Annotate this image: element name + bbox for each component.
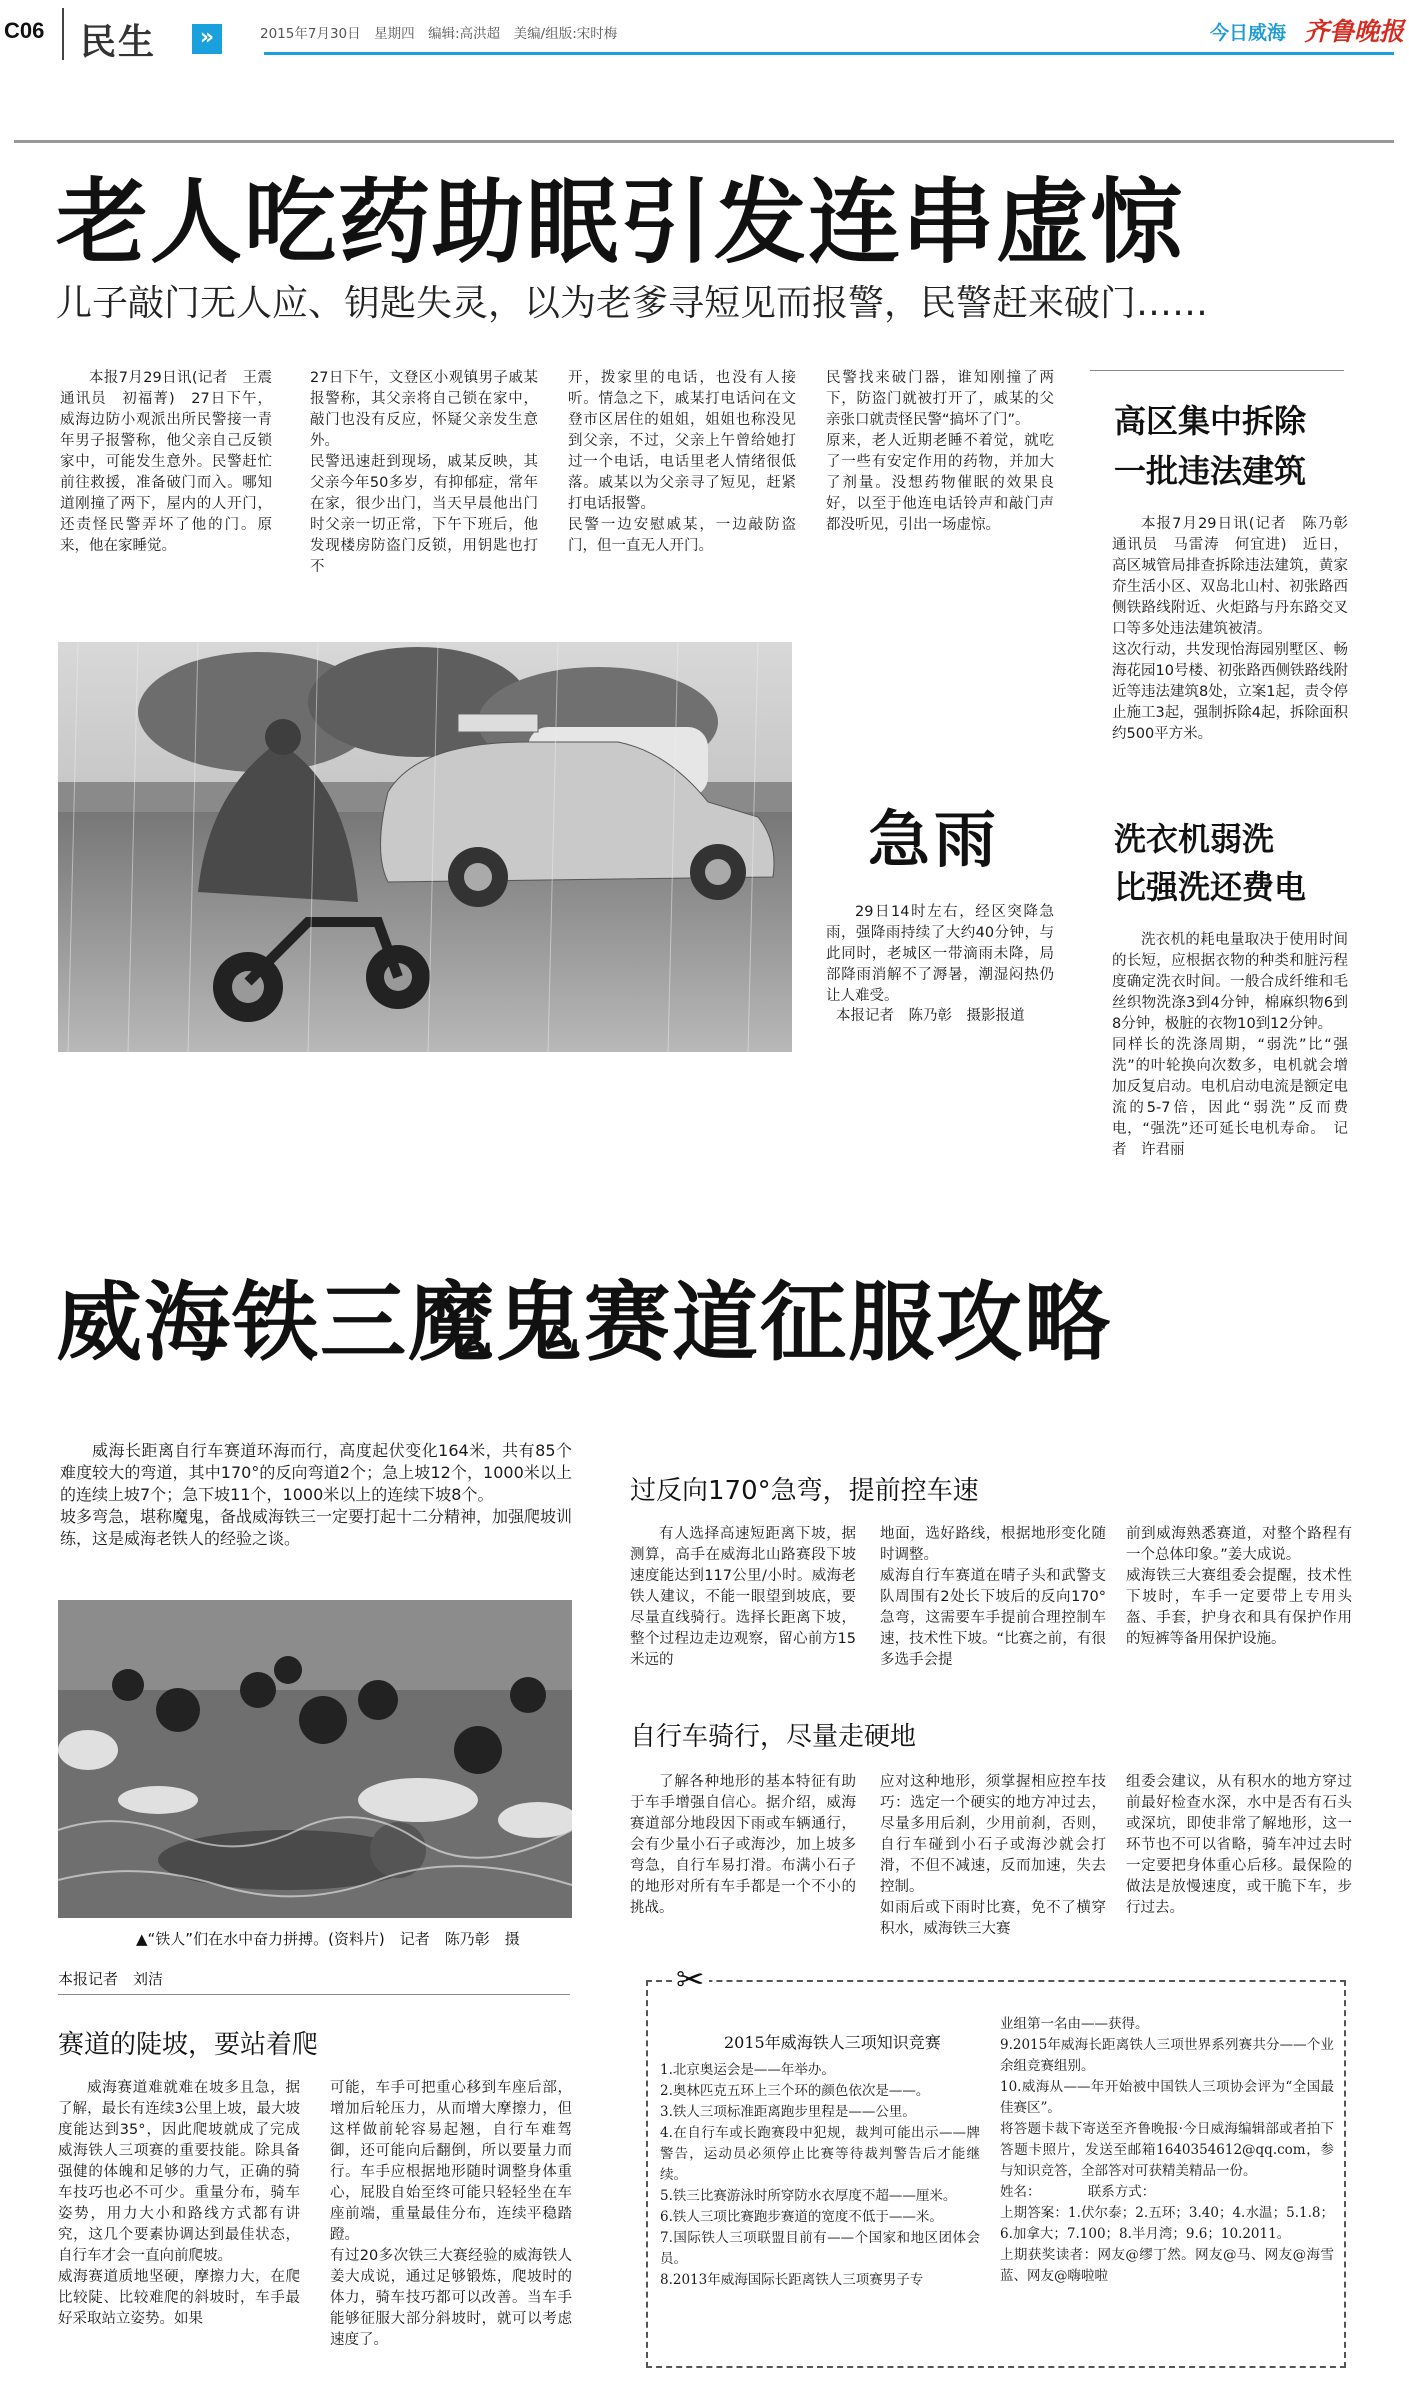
page-number: C06 [4,18,45,43]
sub3-col2: 应对这种地形，须掌握相应控车技巧：选定一个硬实的地方冲过去，尽量多用后刹，少用前刹，否则，自行车碰到小石子或海沙就会打滑，不但不减速，反而加速，失去控制。 如雨后或下雨时比赛，免不了横穿积水，威海铁三大赛 [880,1774,1106,1937]
sub1-col2: 可能，车手可把重心移到车座后部，增加后轮压力，从而增大摩擦力，但这样做前轮容易起翘，自行车难驾御，还可能向后翻倒，所以要量力而行。车手应根据地形随时调整身体重心，屁股自始至终可能只轻轻坐在车座前端，重量最佳分布，连续平稳踏蹬。 有过20多次铁三大赛经验的威海铁人姜大成说，通过足够锻炼，爬坡时的体力，骑车技巧都可以改善。当车手能够征服大部分斜坡时，就可以考虑速度了。 [330,2080,572,2348]
story1-subhead: 儿子敲门无人应、钥匙失灵，以为老爹寻短见而报警，民警赶来破门…… [56,283,1209,324]
page-number-divider [62,8,64,60]
side-column-rule [1090,370,1344,371]
swimmers-caption: ▲“铁人”们在水中奋力拼搏。(资料片) 记者 陈乃彰 摄 [136,1930,520,1948]
rain-photo [58,642,792,1052]
header-blue-rule [264,52,1394,55]
side1-headline-1: 高区集中拆除 [1114,402,1307,440]
paper-logo: 齐鲁晚报 [1304,17,1405,46]
story1-col4: 民警找来破门器，谁知刚撞了两下，防盗门就被打开了，戚某的父亲张口就责怪民警“搞坏了门”。 原来，老人近期老睡不着觉，就吃了一些有安定作用的药物，并加大了剂量。没想药物催眠的效果良好，以至于他连电话铃声和敲门声都没听见，引出一场虚惊。 [826,370,1054,533]
brand-name: 今日威海 [1210,22,1287,44]
story1-col3: 开，拨家里的电话，也没有人接听。情急之下，戚某打电话问在文登市区居住的姐姐，姐姐也称没见到父亲，不过，父亲上午曾给她打过一个电话，电话里老人情绪很低落。戚某以为父亲寻了短见，赶紧打电话报警。 民警一边安慰戚某，一边敲防盗门，但一直无人开门。 [568,370,796,554]
date-line: 2015年7月30日 星期四 编辑:高洪超 美编/组版:宋时梅 [260,26,618,42]
quiz-title: 2015年威海铁人三项知识竞赛 [724,2033,941,2052]
sub2-heading: 过反向170°急弯，提前控车速 [630,1476,979,1506]
sub2-col2: 地面，选好路线，根据地形变化随时调整。 威海自行车赛道在晴子头和武警支队周围有2处长下坡后的反向170°急弯，这需要车手提前合理控制车速，技术性下坡。“比赛之前，有很多选手会提 [880,1526,1106,1668]
side2-headline-2: 比强洗还费电 [1114,868,1307,906]
byline-rule [58,1994,570,1995]
swimmers-photo [58,1600,572,1918]
scissors-icon: ✂ [672,1960,709,2000]
header-rule [14,140,1394,143]
sub1-col1: 威海赛道难就难在坡多且急，据了解，最长有连续3公里上坡，最大坡度能达到35°，因此爬坡就成了完成威海铁人三项赛的重要技能。除具备强健的体魄和足够的力气，正确的骑车技巧也必不可少。重量分布，骑车姿势，用力大小和路线方式都有讲究，这几个要素协调达到最佳状态，自行车才会一直向前爬坡。 威海赛道质地坚硬，摩擦力大，在爬比较陡、比较难爬的斜坡时，车手最好采取站立姿势。如果 [58,2080,300,2327]
side2-body: 洗衣机的耗电量取决于使用时间的长短，应根据衣物的种类和脏污程度确定洗衣时间。一般合成纤维和毛丝织物洗涤3到4分钟，棉麻织物6到8分钟，极脏的衣物10到12分钟。 同样长的洗涤周期，“弱洗”比“强洗”的叶轮换向次数多，电机就会增加反复启动。电机启动电流是额定电流的5-7倍，因此“弱洗”反而费电，“强洗”还可延长电机寿命。 记者 许君丽 [1112,932,1348,1158]
quiz-questions-left: 1.北京奥运会是——年举办。 2.奥林匹克五环上三个环的颜色依次是——。 3.铁人三项标准距离跑步里程是——公里。 4.在自行车或长跑赛段中犯规，裁判可能出示——牌警告，运动员必须停止比赛等待裁判警告后才能继续。 5.铁三比赛游泳时所穿防水衣厚度不超——厘米。 6.铁人三项比赛跑步赛道的宽度不低于——米。 7.国际铁人三项联盟目前有——个国家和地区团体会员。 8.2013年威海国际长距离铁人三项赛男子专 [660,2062,980,2288]
rain-photo-title: 急雨 [868,803,1001,876]
side1-body: 本报7月29日讯(记者 陈乃彰 通讯员 马雷涛 何宜进) 近日，高区城管局排查拆除违法建筑，黄家夼生活小区、双岛北山村、初张路西侧铁路线附近、火炬路与丹东路交叉口等多处违法建筑被清。 这次行动，共发现怡海园别墅区、畅海花园10号楼、初张路西侧铁路线附近等违法建筑8处，立案1起，责令停止施工3起，强制拆除4起，拆除面积约500平方米。 [1112,516,1348,742]
sub2-col3: 前到威海熟悉赛道，对整个路程有一个总体印象。”姜大成说。 威海铁三大赛组委会提醒，技术性下坡时，车手一定要带上专用头盔、手套，护身衣和具有保护作用的短裤等备用保护设施。 [1126,1526,1352,1647]
story2-byline: 本报记者 刘洁 [58,1970,164,1988]
side2-headline-1: 洗衣机弱洗 [1114,820,1275,858]
sub3-col3: 组委会建议，从有积水的地方穿过前最好检查水深，水中是否有石头或深坑，即使非常了解地形，这一环节也不可以省略，骑车冲过去时一定要把身体重心后移。最保险的做法是放慢速度，或干脆下车，步行过去。 [1126,1774,1352,1916]
side1-headline-2: 一批违法建筑 [1114,452,1307,490]
story2-headline: 威海铁三魔鬼赛道征服攻略 [56,1273,1112,1373]
story1-col1: 本报7月29日讯(记者 王震 通讯员 初福菁) 27日下午，威海边防小观派出所民警接一青年男子报警称，他父亲自己反锁家中，可能发生意外。民警赶忙前往救援，准备破门而入。哪知道刚撞了两下，屋内的人开门，还责怪民警弄坏了他的门。原来，他在家睡觉。 [60,370,287,554]
sub1-heading: 赛道的陡坡，要站着爬 [58,2030,319,2060]
story1-headline: 老人吃药助眠引发连串虚惊 [56,169,1185,276]
quiz-questions-right: 业组第一名由——获得。 9.2015年威海长距离铁人三项世界系列赛共分——个业余组竞赛组别。 10.威海从——年开始被中国铁人三项协会评为“全国最佳赛区”。 将答题卡裁下寄送至齐鲁晚报·今日威海编辑部或者拍下答题卡照片，发送至邮箱1640354612@qq.com，参与知识竞答，全部答对可获精美精品一份。 姓名： 联系方式： 上期答案：1.伏尔泰；2.五环；3.40；4.水温；5.1.8；6.加拿大；7.100；8.半月湾；9.6；10.2011。 上期获奖读者：网友@缪丁然。网友@马、网友@海雪蓝、网友@嗨啦啦 [1000,2016,1334,2284]
section-name: 民生 [80,22,157,63]
sub2-col1: 有人选择高速短距离下坡，据测算，高手在威海北山路赛段下坡速度能达到117公里/小时。威海老铁人建议，不能一眼望到坡底，要尽量直线骑行。选择长距离下坡，整个过程边走边观察，留心前方15米远的 [630,1526,856,1668]
story2-lead: 威海长距离自行车赛道环海而行，高度起伏变化164米，共有85个难度较大的弯道，其中170°的反向弯道2个；急上坡12个，1000米以上的连续上坡7个；急下坡11个，1000米以上的连续下坡8个。 坡多弯急，堪称魔鬼，备战威海铁三一定要打起十二分精神，加强爬坡训练，这是威海老铁人的经验之谈。 [60,1441,573,1548]
section-arrow-icon: » [192,24,222,54]
rain-photo-caption: 29日14时左右，经区突降急雨，强降雨持续了大约40分钟，与此同时，老城区一带滴雨未降，局部降雨消解不了溽暑，潮湿闷热仍让人难受。 [826,904,1054,1004]
sub3-heading: 自行车骑行，尽量走硬地 [630,1722,917,1752]
story1-col2: 27日下午，文登区小观镇男子戚某报警称，其父亲将自己锁在家中，敲门也没有反应，怀疑父亲发生意外。 民警迅速赶到现场，戚某反映，其父亲今年50多岁，有抑郁症，常年在家，很少出门，当天早晨他出门时父亲一切正常，下午下班后，他发现楼房防盗门反锁，用钥匙也打不 [310,370,538,575]
sub3-col1: 了解各种地形的基本特征有助于车手增强自信心。据介绍，威海赛道部分地段因下雨或车辆通行，会有少量小石子或海沙，加上坡多弯急，自行车易打滑。布满小石子的地形对所有车手都是一个不小的挑战。 [630,1774,856,1916]
rain-photo-credit: 本报记者 陈乃彰 摄影报道 [836,1008,1025,1024]
